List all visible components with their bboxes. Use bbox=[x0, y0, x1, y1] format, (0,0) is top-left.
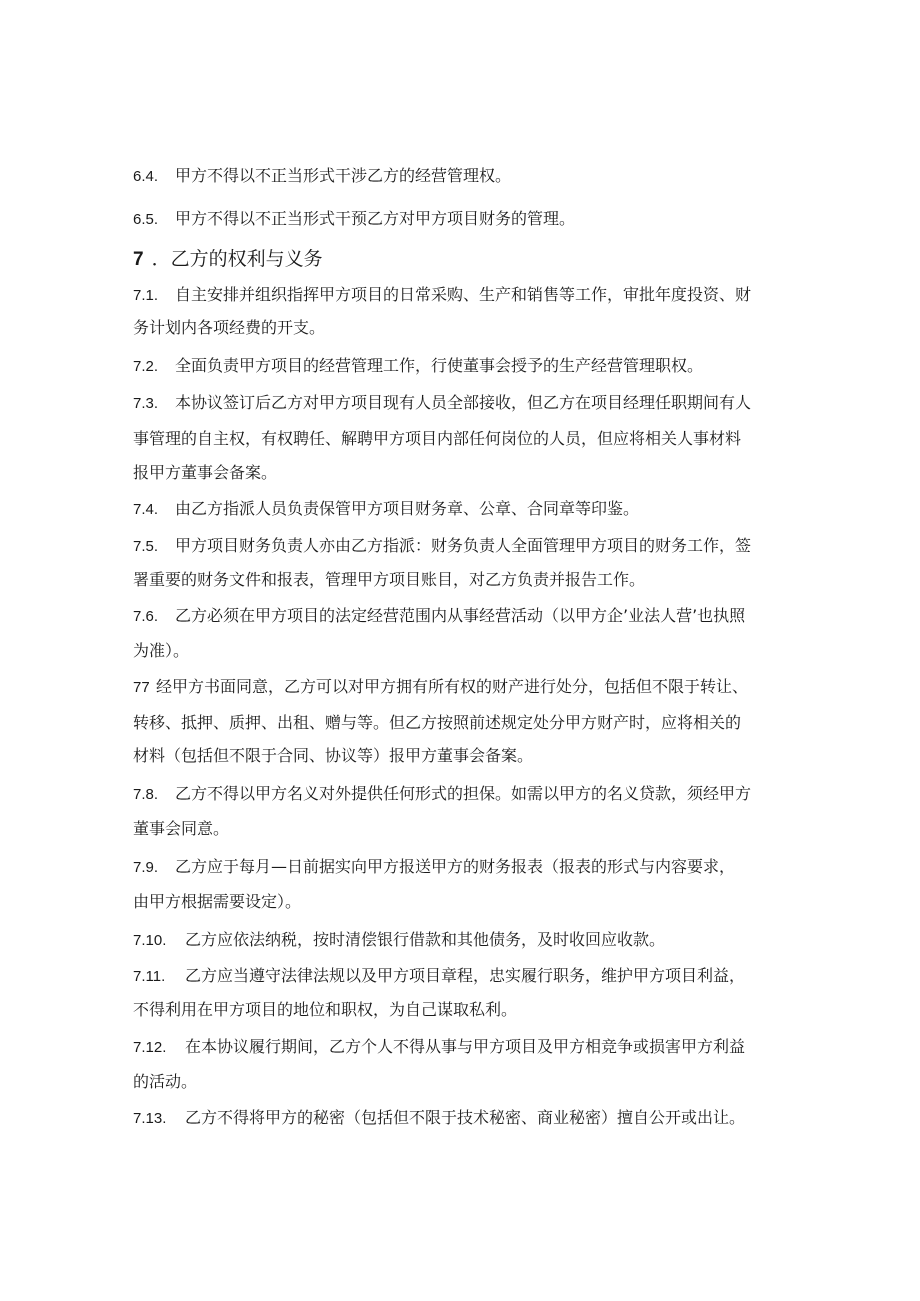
clause-7-2 bbox=[133, 356, 793, 377]
clause-text-line-3: 材料（包括但不限于合同、协议等）报甲方董事会备案。 bbox=[133, 746, 534, 765]
clause-number: 7.2. bbox=[133, 358, 159, 375]
clause-7-12 bbox=[133, 1037, 793, 1058]
clause-number: 7.9. bbox=[133, 859, 159, 876]
clause-text-line-3: 报甲方董事会备案。 bbox=[133, 463, 278, 482]
clause-text-line-1: 自主安排并组织指挥甲方项目的日常采购、生产和销售等工作，审批年度投资、财 bbox=[175, 285, 752, 304]
clause-text-line-2: 署重要的财务文件和报表，管理甲方项目账目，对乙方负责并报告工作。 bbox=[133, 570, 646, 589]
clause-text-line-2: 事管理的自主权，有权聘任、解聘甲方项目内部任何岗位的人员，但应将相关人事材料 bbox=[133, 429, 742, 448]
clause-number: 7.12. bbox=[133, 1039, 167, 1056]
clause-7-10 bbox=[133, 930, 793, 951]
clause-text-line-1: 本协议签订后乙方对甲方项目现有人员全部接收，但乙方在项目经理任职期间有人 bbox=[175, 393, 752, 412]
clause-7-11-cont bbox=[133, 1000, 793, 1020]
clause-text-line-1: 在本协议履行期间，乙方个人不得从事与甲方项目及甲方相竞争或损害甲方利益 bbox=[185, 1037, 746, 1056]
clause-7-4 bbox=[133, 499, 793, 520]
clause-7-9 bbox=[133, 857, 793, 878]
clause-number: 6.5. bbox=[133, 211, 159, 228]
clause-7-9-cont bbox=[133, 892, 793, 912]
clause-6-4 bbox=[133, 166, 793, 187]
clause-text-line-1: 乙方不得以甲方名义对外提供任何形式的担保。如需以甲方的名义贷款，须经甲方 bbox=[175, 784, 752, 803]
clause-text-line-2: 董事会同意。 bbox=[133, 819, 230, 838]
clause-7-13 bbox=[133, 1108, 793, 1129]
clause-7-3-cont2 bbox=[133, 463, 793, 483]
clause-number: 7.6. bbox=[133, 608, 159, 625]
clause-7-5 bbox=[133, 536, 793, 557]
clause-7-8 bbox=[133, 784, 793, 805]
clause-text-line-1: 经甲方书面同意，乙方可以对甲方拥有所有权的财产进行处分，包括但不限于转让、 bbox=[156, 677, 749, 696]
clause-7-1 bbox=[133, 285, 793, 306]
clause-text: 甲方不得以不正当形式干涉乙方的经营管理权。 bbox=[175, 166, 512, 185]
clause-7-7-cont bbox=[133, 713, 793, 733]
clause-number: 7.11. bbox=[133, 968, 166, 985]
clause-text-line-2: 的活动。 bbox=[133, 1072, 198, 1091]
clause-text-line-1: 乙方必须在甲方项目的法定经营范围内从事经营活动（以甲方企’业法人营’也执照 bbox=[175, 606, 746, 625]
clause-text: 全面负责甲方项目的经营管理工作，行使董事会授予的生产经营管理职权。 bbox=[175, 356, 704, 375]
clause-text-line-2: 转移、抵押、质押、出租、赠与等。但乙方按照前述规定处分甲方财产时，应将相关的 bbox=[133, 713, 742, 732]
section-7-heading bbox=[133, 247, 323, 272]
clause-text-line-2: 务计划内各项经费的开支。 bbox=[133, 318, 326, 337]
section-title: ．乙方的权利与义务 bbox=[151, 248, 323, 270]
clause-text-line-2: 不得利用在甲方项目的地位和职权，为自己谋取私利。 bbox=[133, 1000, 518, 1019]
clause-number: 7.3. bbox=[133, 395, 159, 412]
clause-text: 乙方不得将甲方的秘密（包括但不限于技术秘密、商业秘密）擅自公开或出让。 bbox=[185, 1108, 746, 1127]
clause-7-6-cont bbox=[133, 641, 793, 661]
clause-number: 7.4. bbox=[133, 501, 159, 518]
clause-text: 乙方应依法纳税，按时清偿银行借款和其他债务，及时收回应收款。 bbox=[185, 930, 666, 949]
clause-number: 7.10. bbox=[133, 932, 167, 949]
clause-7-11 bbox=[133, 966, 793, 987]
clause-7-3 bbox=[133, 393, 793, 414]
clause-text-line-1: 乙方应当遵守法律法规以及甲方项目章程，忠实履行职务，维护甲方项目利益， bbox=[185, 966, 746, 985]
clause-text-line-2: 由甲方根据需要设定）。 bbox=[133, 892, 302, 911]
clause-number: 7.8. bbox=[133, 786, 159, 803]
clause-text: 甲方不得以不正当形式干预乙方对甲方项目财务的管理。 bbox=[175, 209, 576, 228]
clause-text-line-1: 乙方应于每月—日前据实向甲方报送甲方的财务报表（报表的形式与内容要求， bbox=[175, 857, 736, 876]
clause-number: 7.1. bbox=[133, 287, 159, 304]
clause-text-line-2: 为准）。 bbox=[133, 641, 190, 660]
clause-number: 7.5. bbox=[133, 538, 159, 555]
clause-text: 由乙方指派人员负责保管甲方项目财务章、公章、合同章等印鉴。 bbox=[175, 499, 640, 518]
clause-7-5-cont bbox=[133, 570, 793, 590]
clause-7-3-cont bbox=[133, 429, 793, 449]
clause-number: 77 bbox=[133, 679, 150, 696]
clause-text-line-1: 甲方项目财务负责人亦由乙方指派：财务负责人全面管理甲方项目的财务工作，签 bbox=[175, 536, 752, 555]
clause-7-12-cont bbox=[133, 1072, 793, 1092]
clause-number: 7.13. bbox=[133, 1110, 167, 1127]
clause-6-5 bbox=[133, 209, 793, 230]
section-number: 7 bbox=[133, 249, 144, 270]
clause-7-1-cont bbox=[133, 318, 793, 338]
clause-7-7-cont2 bbox=[133, 746, 793, 766]
clause-7-7 bbox=[133, 677, 793, 698]
clause-7-8-cont bbox=[133, 819, 793, 839]
clause-number: 6.4. bbox=[133, 168, 159, 185]
clause-7-6 bbox=[133, 606, 793, 627]
